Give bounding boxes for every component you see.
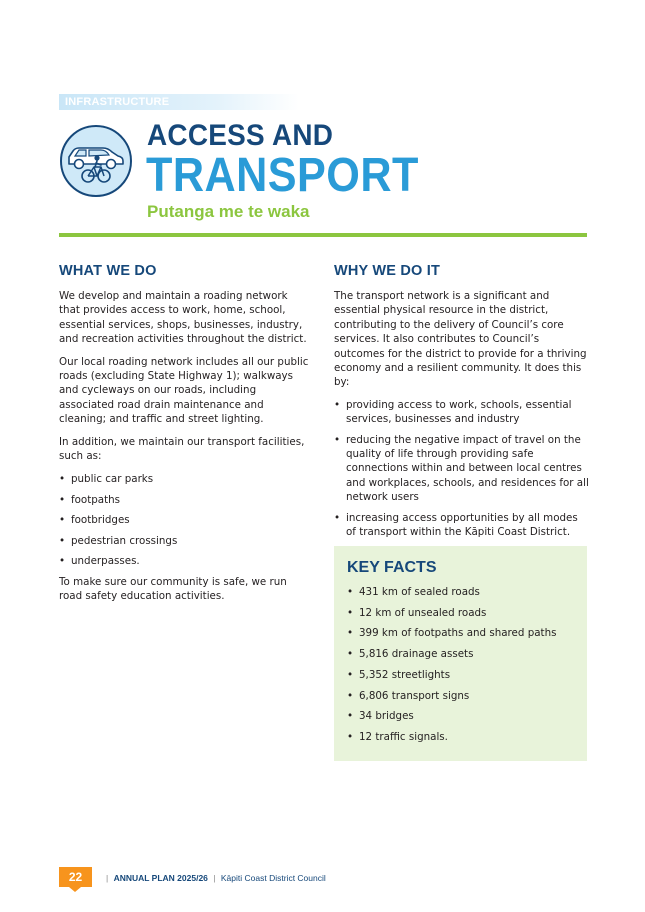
footer-plan: ANNUAL PLAN 2025/26 [113, 873, 208, 883]
list-item: • 12 traffic signals. [347, 730, 575, 744]
list-item: • 34 bridges [347, 709, 575, 723]
key-facts-list [347, 585, 575, 744]
footer-council: Kāpiti Coast District Council [220, 873, 326, 883]
list-item: • 6,806 transport signs [347, 689, 575, 703]
why-we-do-it-section [334, 262, 590, 546]
what-we-do-paragraph: In addition, we maintain our transport facilities, such as: [59, 435, 305, 463]
list-item: • increasing access opportunities by all modes of transport within the Kāpiti Coast District. [334, 511, 590, 540]
page-title-line1: ACCESS AND [147, 119, 334, 152]
list-item: • 12 km of unsealed roads [347, 606, 575, 620]
page-title-line2: TRANSPORT [146, 149, 419, 202]
footer [103, 872, 326, 884]
car-and-bicycle-icon [59, 124, 133, 198]
why-we-do-it-heading: WHY WE DO IT [334, 263, 441, 279]
what-we-do-closing: To make sure our community is safe, we run road safety education activities. [59, 575, 287, 602]
list-item: • 5,352 streetlights [347, 668, 575, 682]
list-item: • 5,816 drainage assets [347, 647, 575, 661]
header-divider [59, 233, 587, 237]
list-item: • providing access to work, schools, essential services, businesses and industry [334, 398, 590, 427]
key-facts-box [334, 546, 587, 761]
list-item: • public car parks [59, 472, 311, 486]
key-facts-heading: KEY FACTS [347, 559, 437, 576]
list-item: • footpaths [59, 493, 311, 507]
page-number: 22 [59, 867, 92, 887]
why-we-do-it-intro: The transport network is a significant and essential physical resource in the district, contributing to the delivery of Council’s core services. It also contributes to Council’s outcomes for the district to provide for a thriving economy and a resilient community. It does this by: [334, 290, 587, 389]
footer-separator: | [106, 873, 109, 883]
what-we-do-paragraph: Our local roading network includes all our public roads (excluding State Highway 1); walkways and cycleways on our roads, including associated road drain maintenance and cleaning; and traffic and street lighting. [59, 355, 309, 426]
why-points-list [334, 398, 590, 540]
facilities-list [59, 472, 311, 568]
what-we-do-heading: WHAT WE DO [59, 263, 157, 279]
what-we-do-section [59, 262, 311, 611]
list-item: • 431 km of sealed roads [347, 585, 575, 599]
list-item: • footbridges [59, 513, 311, 527]
list-item: • pedestrian crossings [59, 534, 311, 548]
list-item: • 399 km of footpaths and shared paths [347, 626, 575, 640]
section-tag: INFRASTRUCTURE [59, 94, 299, 110]
list-item: • underpasses. [59, 554, 311, 568]
list-item: • reducing the negative impact of travel on the quality of life through providing safe connections within and between local centres and workplaces, schools, and residences for all network users [334, 433, 590, 505]
footer-separator: | [213, 873, 216, 883]
what-we-do-paragraph: We develop and maintain a roading network that provides access to work, home, school, essential services, shops, businesses, industry, and recreation activities throughout the district. [59, 290, 307, 346]
page-subtitle: Putanga me te waka [147, 202, 310, 221]
